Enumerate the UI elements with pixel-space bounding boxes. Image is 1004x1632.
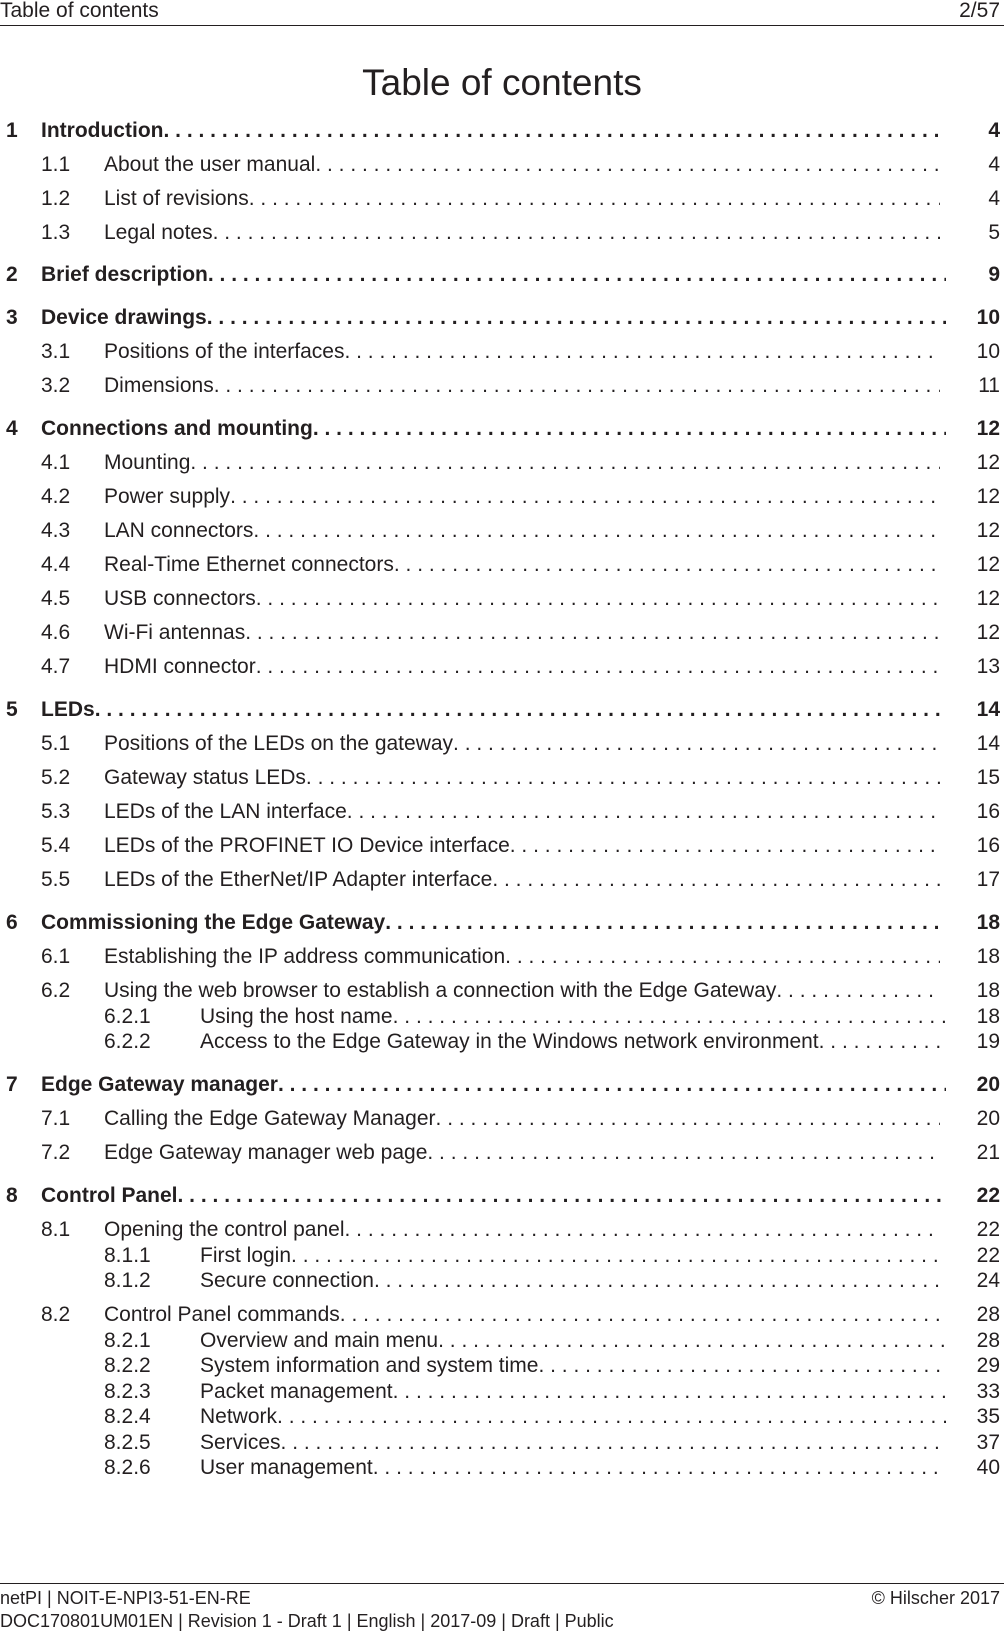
toc-entry[interactable] (0, 654, 1004, 680)
toc-entry-page: 12 (976, 621, 1000, 644)
toc-leader-dots (505, 944, 940, 970)
toc-entry-number: 5.4 (41, 834, 71, 857)
toc-entry-page: 28 (976, 1329, 1000, 1352)
toc-entry-number: 5.5 (41, 868, 71, 891)
toc-entry-title[interactable]: List of revisions (104, 187, 249, 210)
toc-entry-title-line (104, 220, 940, 246)
toc-entry-number: 4.7 (41, 655, 71, 678)
toc-entry-page: 19 (976, 1030, 1000, 1053)
toc-entry-page: 12 (976, 451, 1000, 474)
toc-entry-title[interactable]: LEDs (41, 698, 95, 721)
toc-entry-title[interactable]: Establishing the IP address communication (104, 945, 506, 968)
toc-entry-number: 5.2 (41, 766, 71, 789)
toc-entry-title-line (104, 1140, 940, 1166)
toc-entry[interactable] (0, 620, 1004, 646)
toc-entry-title[interactable]: LEDs of the PROFINET IO Device interface (104, 834, 510, 857)
toc-entry[interactable] (0, 152, 1004, 178)
toc-entry-page: 10 (976, 306, 1000, 329)
toc-entry-page: 18 (976, 945, 1000, 968)
toc-entry[interactable] (0, 1183, 1004, 1209)
toc-entry-title-line (104, 654, 940, 680)
toc-entry-number: 7.1 (41, 1107, 71, 1130)
toc-leader-dots (393, 1379, 946, 1405)
toc-entry-title-line (200, 1243, 946, 1269)
toc-entry-number: 4.1 (41, 451, 71, 474)
toc-leader-dots (306, 765, 940, 791)
toc-entry-page: 9 (988, 263, 1000, 286)
toc-entry[interactable] (0, 1243, 1004, 1269)
toc-entry-number: 4.2 (41, 485, 71, 508)
toc-entry-title[interactable]: USB connectors (104, 587, 256, 610)
toc-entry-page: 11 (978, 374, 1000, 397)
header-page-number: 2/57 (959, 0, 1000, 22)
toc-leader-dots (344, 339, 940, 365)
toc-entry-title[interactable]: Secure connection (200, 1269, 374, 1292)
toc-entry-number: 7.2 (41, 1141, 71, 1164)
toc-leader-dots (95, 697, 946, 723)
toc-leader-dots (213, 220, 940, 246)
toc-entry-title[interactable]: LAN connectors (104, 519, 254, 542)
toc-entry[interactable] (0, 305, 1004, 331)
footer-copyright: © Hilscher 2017 (871, 1588, 1000, 1608)
toc-entry-page: 37 (976, 1431, 1000, 1454)
toc-entry-title[interactable]: Positions of the LEDs on the gateway (104, 732, 454, 755)
toc-entry-title-line (104, 1302, 940, 1328)
toc-entry-title[interactable]: Using the web browser to establish a connection with the Edge Gateway (104, 979, 777, 1002)
toc-entry-title[interactable]: Introduction (41, 119, 164, 142)
toc-entry[interactable] (0, 339, 1004, 365)
toc-entry-page: 14 (976, 698, 1000, 721)
toc-entry[interactable] (0, 697, 1004, 723)
toc-leader-dots (291, 1243, 946, 1269)
toc-entry-title[interactable]: Mounting (104, 451, 191, 474)
toc-entry-page: 4 (988, 187, 1000, 210)
toc-entry-number: 8.2.5 (104, 1431, 151, 1454)
toc-entry-number: 6 (6, 911, 18, 934)
toc-entry-page: 14 (976, 732, 1000, 755)
toc-entry-title-line (200, 1328, 946, 1354)
toc-entry-title[interactable]: Wi-Fi antennas (104, 621, 246, 644)
toc-entry-title-line (41, 910, 946, 936)
toc-entry-page: 12 (976, 519, 1000, 542)
toc-entry-title-line (41, 416, 946, 442)
toc-entry-title[interactable]: Calling the Edge Gateway Manager (104, 1107, 436, 1130)
toc-leader-dots (178, 1183, 946, 1209)
toc-leader-dots (510, 833, 940, 859)
footer-document-info: DOC170801UM01EN | Revision 1 - Draft 1 | English | 2017-09 | Draft | Public (0, 1611, 614, 1631)
toc-entry-page: 12 (976, 417, 1000, 440)
toc-entry-number: 8.2.1 (104, 1329, 151, 1352)
toc-entry-title-line (41, 1072, 946, 1098)
toc-entry[interactable] (0, 1140, 1004, 1166)
toc-entry-title[interactable]: Using the host name (200, 1005, 393, 1028)
toc-entry-number: 4 (6, 417, 18, 440)
toc-leader-dots (207, 305, 946, 331)
toc-entry-number: 8 (6, 1184, 18, 1207)
toc-leader-dots (208, 262, 946, 288)
toc-entry[interactable] (0, 731, 1004, 757)
toc-entry-title-line (200, 1004, 946, 1030)
toc-entry-title-line (41, 697, 946, 723)
toc-entry-number: 8.2.4 (104, 1405, 151, 1428)
toc-entry-number: 8.1 (41, 1218, 71, 1241)
toc-entry-title[interactable]: LEDs of the EtherNet/IP Adapter interface (104, 868, 493, 891)
toc-entry-number: 4.5 (41, 587, 71, 610)
toc-entry-number: 8.1.2 (104, 1269, 151, 1292)
toc-entry-title-line (104, 450, 940, 476)
toc-entry-title[interactable]: Dimensions (104, 374, 214, 397)
toc-entry[interactable] (0, 1029, 1004, 1055)
toc-entry-title-line (41, 262, 946, 288)
toc-entry-number: 5 (6, 698, 18, 721)
toc-entry[interactable] (0, 1404, 1004, 1430)
toc-leader-dots (163, 118, 946, 144)
toc-entry-title[interactable]: Control Panel commands (104, 1303, 340, 1326)
toc-entry-title[interactable]: Brief description (41, 263, 208, 286)
toc-entry-number: 8.2.3 (104, 1380, 151, 1403)
toc-entry-number: 3 (6, 306, 18, 329)
toc-entry-title-line (200, 1455, 946, 1481)
toc-entry[interactable] (0, 484, 1004, 510)
toc-leader-dots (374, 1268, 946, 1294)
toc-entry-title-line (104, 186, 940, 212)
toc-entry-number: 6.1 (41, 945, 71, 968)
toc-entry-title-line (200, 1379, 946, 1405)
toc-entry-page: 13 (976, 655, 1000, 678)
toc-entry-page: 24 (976, 1269, 1000, 1292)
toc-entry-title-line (104, 620, 940, 646)
toc-leader-dots (436, 1106, 940, 1132)
toc-leader-dots (313, 416, 946, 442)
toc-entry-title-line (104, 799, 940, 825)
toc-entry-title[interactable]: Gateway status LEDs (104, 766, 306, 789)
toc-leader-dots (538, 1353, 946, 1379)
toc-entry-title[interactable]: Services (200, 1431, 281, 1454)
toc-entry-title[interactable]: Opening the control panel (104, 1218, 345, 1241)
toc-entry-title[interactable]: Packet management (200, 1380, 393, 1403)
toc-entry-title[interactable]: Commissioning the Edge Gateway (41, 911, 386, 934)
toc-leader-dots (230, 484, 940, 510)
toc-entry[interactable] (0, 765, 1004, 791)
toc-entry[interactable] (0, 1106, 1004, 1132)
toc-entry[interactable] (0, 1353, 1004, 1379)
toc-entry-number: 4.4 (41, 553, 71, 576)
toc-entry-title-line (104, 339, 940, 365)
toc-entry-title-line (200, 1268, 946, 1294)
toc-entry[interactable] (0, 1268, 1004, 1294)
toc-leader-dots (393, 1004, 946, 1030)
toc-entry-page: 5 (988, 221, 1000, 244)
toc-leader-dots (340, 1302, 940, 1328)
toc-entry-title-line (104, 1217, 940, 1243)
toc-entry-page: 35 (976, 1405, 1000, 1428)
toc-entry-number: 2 (6, 263, 18, 286)
page-footer (0, 1583, 1004, 1631)
toc-entry-page: 10 (976, 340, 1000, 363)
toc-entry-title[interactable]: System information and system time (200, 1354, 539, 1377)
toc-leader-dots (249, 186, 940, 212)
toc-entry-page: 18 (976, 1005, 1000, 1028)
toc-entry-title-line (104, 484, 940, 510)
toc-entry-title[interactable]: Access to the Edge Gateway in the Windows network environment (200, 1030, 819, 1053)
toc-entry[interactable] (0, 833, 1004, 859)
toc-leader-dots (385, 910, 946, 936)
toc-entry-title[interactable]: LEDs of the LAN interface (104, 800, 347, 823)
toc-entry-number: 8.2.2 (104, 1354, 151, 1377)
toc-entry-title-line (104, 978, 940, 1004)
toc-entry-page: 4 (988, 119, 1000, 142)
toc-entry-page: 22 (976, 1218, 1000, 1241)
toc-entry-title-line (104, 586, 940, 612)
toc-entry-number: 3.1 (41, 340, 71, 363)
toc-leader-dots (277, 1404, 946, 1430)
toc-leader-dots (190, 450, 940, 476)
toc-entry-number: 3.2 (41, 374, 71, 397)
toc-entry-page: 12 (976, 485, 1000, 508)
toc-entry-number: 4.6 (41, 621, 71, 644)
toc-entry[interactable] (0, 1430, 1004, 1456)
toc-entry[interactable] (0, 1072, 1004, 1098)
toc-entry-title-line (104, 867, 940, 893)
toc-entry-title[interactable]: Edge Gateway manager web page (104, 1141, 428, 1164)
toc-entry[interactable] (0, 262, 1004, 288)
toc-entry-title-line (200, 1430, 946, 1456)
toc-leader-dots (438, 1328, 946, 1354)
toc-entry-number: 5.1 (41, 732, 71, 755)
toc-entry-title-line (104, 765, 940, 791)
toc-entry[interactable] (0, 910, 1004, 936)
toc-entry-page: 40 (976, 1456, 1000, 1479)
toc-entry[interactable] (0, 944, 1004, 970)
toc-entry-number: 7 (6, 1073, 18, 1096)
toc-entry-number: 5.3 (41, 800, 71, 823)
toc-entry[interactable] (0, 450, 1004, 476)
toc-leader-dots (427, 1140, 940, 1166)
page-title: Table of contents (362, 62, 642, 103)
toc-entry[interactable] (0, 1455, 1004, 1481)
toc-entry-title[interactable]: Positions of the interfaces (104, 340, 345, 363)
toc-entry-title-line (104, 731, 940, 757)
toc-entry-page: 20 (976, 1107, 1000, 1130)
toc-leader-dots (453, 731, 940, 757)
toc-entry-number: 1 (6, 119, 18, 142)
toc-entry-page: 33 (976, 1380, 1000, 1403)
toc-leader-dots (278, 1072, 946, 1098)
toc-entry-title[interactable]: Device drawings (41, 306, 207, 329)
toc-entry[interactable] (0, 1004, 1004, 1030)
toc-entry-page: 12 (976, 587, 1000, 610)
toc-entry-page: 18 (976, 911, 1000, 934)
toc-entry-page: 29 (976, 1354, 1000, 1377)
toc-entry[interactable] (0, 1379, 1004, 1405)
toc-entry-page: 17 (976, 868, 1000, 891)
toc-entry-page: 16 (976, 834, 1000, 857)
toc-entry[interactable] (0, 416, 1004, 442)
toc-entry[interactable] (0, 118, 1004, 144)
toc-entry-title[interactable]: Overview and main menu (200, 1329, 439, 1352)
toc-entry-title[interactable]: Control Panel (41, 1184, 178, 1207)
toc-entry-title-line (104, 1106, 940, 1132)
toc-entry-title-line (104, 552, 940, 578)
toc-leader-dots (214, 373, 940, 399)
toc-entry-number: 1.2 (41, 187, 71, 210)
toc-entry-title[interactable]: Real-Time Ethernet connectors (104, 553, 394, 576)
toc-entry-page: 18 (976, 979, 1000, 1002)
toc-entry-title-line (41, 305, 946, 331)
toc-leader-dots (776, 978, 940, 1004)
footer-product-id: netPI | NOIT-E-NPI3-51-EN-RE (0, 1588, 251, 1608)
toc-leader-dots (345, 1217, 940, 1243)
toc-entry-page: 12 (976, 553, 1000, 576)
toc-entry-title-line (104, 373, 940, 399)
toc-entry-number: 4.3 (41, 519, 71, 542)
toc-entry-number: 1.3 (41, 221, 71, 244)
toc-entry-number: 8.2.6 (104, 1456, 151, 1479)
toc-entry-number: 6.2.1 (104, 1005, 151, 1028)
toc-entry-title-line (104, 944, 940, 970)
toc-entry-title-line (200, 1404, 946, 1430)
toc-entry[interactable] (0, 552, 1004, 578)
toc-entry[interactable] (0, 867, 1004, 893)
toc-entry-number: 8.1.1 (104, 1244, 151, 1267)
toc-leader-dots (281, 1430, 946, 1456)
toc-entry-page: 20 (976, 1073, 1000, 1096)
toc-entry-page: 22 (976, 1244, 1000, 1267)
toc-entry-title-line (41, 1183, 946, 1209)
toc-entry-title[interactable]: Edge Gateway manager (41, 1073, 278, 1096)
toc-entry-title-line (200, 1029, 946, 1055)
toc-leader-dots (253, 518, 940, 544)
toc-entry[interactable] (0, 978, 1004, 1004)
toc-entry-number: 1.1 (41, 153, 71, 176)
toc-entry[interactable] (0, 373, 1004, 399)
page-header (0, 0, 1004, 26)
toc-entry-number: 6.2.2 (104, 1030, 151, 1053)
toc-entry[interactable] (0, 586, 1004, 612)
toc-entry-title-line (200, 1353, 946, 1379)
toc-leader-dots (347, 799, 940, 825)
header-section-title: Table of contents (0, 0, 159, 22)
toc-leader-dots (256, 586, 940, 612)
toc-entry-page: 15 (976, 766, 1000, 789)
toc-entry[interactable] (0, 220, 1004, 246)
toc-entry[interactable] (0, 518, 1004, 544)
toc-entry-title[interactable]: HDMI connector (104, 655, 256, 678)
toc-entry-number: 8.2 (41, 1303, 71, 1326)
toc-leader-dots (315, 152, 940, 178)
toc-leader-dots (373, 1455, 946, 1481)
toc-leader-dots (394, 552, 940, 578)
toc-leader-dots (245, 620, 940, 646)
toc-entry[interactable] (0, 1217, 1004, 1243)
toc-entry-title[interactable]: Legal notes (104, 221, 213, 244)
toc-entry-page: 4 (988, 153, 1000, 176)
toc-entry-page: 21 (976, 1141, 1000, 1164)
toc-entry-page: 28 (976, 1303, 1000, 1326)
toc-entry-title[interactable]: Power supply (104, 485, 231, 508)
toc-entry-number: 6.2 (41, 979, 71, 1002)
toc-leader-dots (256, 654, 940, 680)
toc-entry-title[interactable]: About the user manual (104, 153, 316, 176)
toc-entry[interactable] (0, 1328, 1004, 1354)
toc-entry-title-line (104, 518, 940, 544)
toc-entry-title[interactable]: User management (200, 1456, 373, 1479)
toc-leader-dots (492, 867, 940, 893)
toc-leader-dots (819, 1029, 946, 1055)
toc-entry-title[interactable]: Network (200, 1405, 278, 1428)
toc-entry-title[interactable]: Connections and mounting (41, 417, 313, 440)
toc-entry-title-line (104, 833, 940, 859)
toc-entry-title-line (41, 118, 946, 144)
toc-entry[interactable] (0, 799, 1004, 825)
toc-entry-title[interactable]: First login (200, 1244, 292, 1267)
toc-entry-page: 22 (976, 1184, 1000, 1207)
toc-entry-page: 16 (976, 800, 1000, 823)
toc-entry[interactable] (0, 1302, 1004, 1328)
toc-entry[interactable] (0, 186, 1004, 212)
toc-entry-title-line (104, 152, 940, 178)
